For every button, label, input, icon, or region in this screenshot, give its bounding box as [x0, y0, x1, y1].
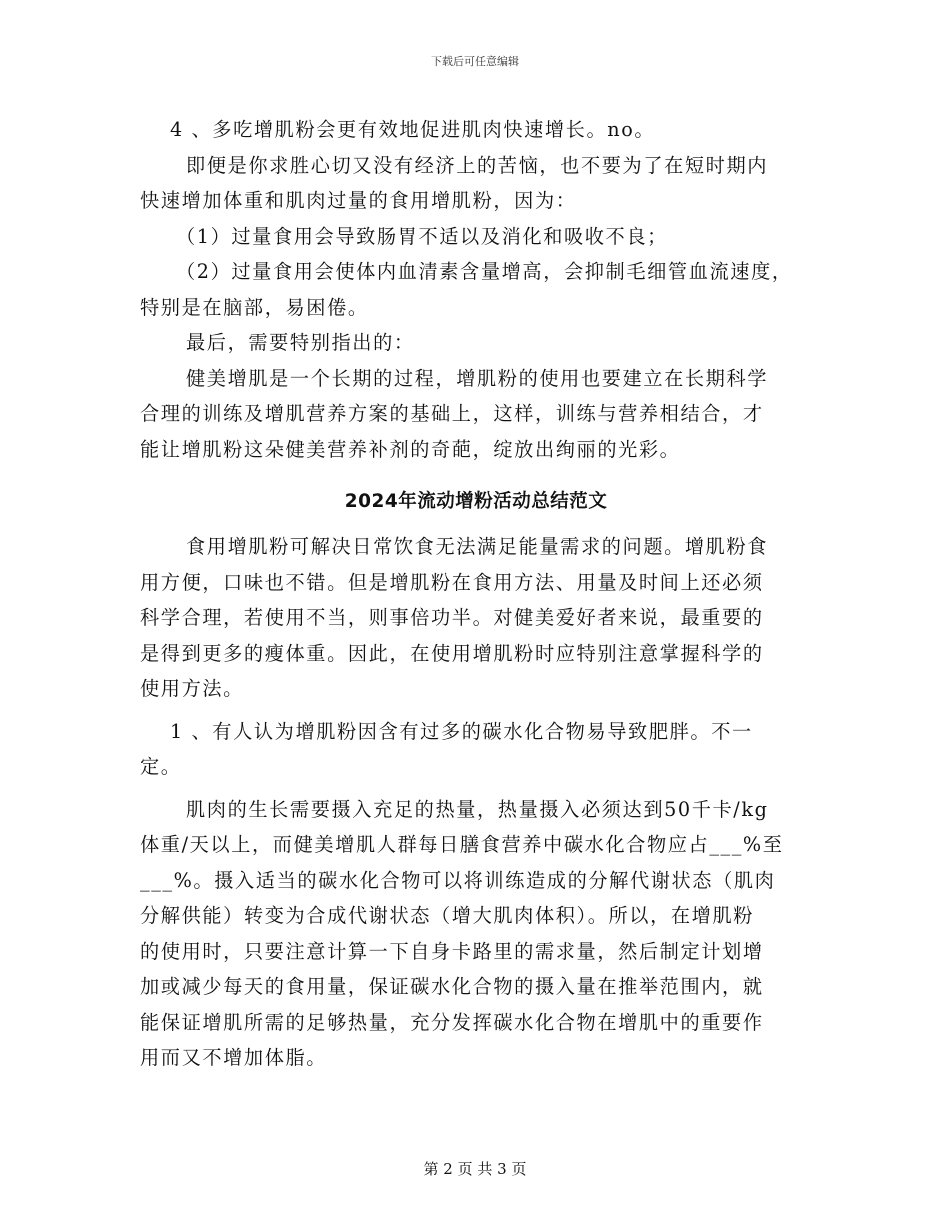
paragraph-line: 最后，需要特别指出的： [186, 331, 415, 354]
paragraph-line: ___%。摄入适当的碳水化合物可以将训练造成的分解代谢状态（肌肉 [140, 868, 776, 892]
paragraph-line: （2）过量食用会使体内血清素含量增高，会抑制毛细管血流速度， [176, 260, 793, 283]
paragraph-line: 合理的训练及增肌营养方案的基础上，这样，训练与营养相结合，才 [140, 402, 764, 425]
paragraph-line: 使用方法。 [140, 677, 244, 700]
paragraph-line: 1 、有人认为增肌粉因含有过多的碳水化合物易导致肥胖。不一 [170, 719, 753, 743]
paragraph-line: 4 、多吃增肌粉会更有效地促进肌肉快速增长。no。 [170, 118, 656, 141]
paragraph-line: 能让增肌粉这朵健美营养补剂的奇葩，绽放出绚丽的光彩。 [140, 437, 681, 461]
paragraph-line: 用而又不增加体脂。 [140, 1046, 328, 1069]
paragraph-line: （1）过量食用会导致肠胃不适以及消化和吸收不良； [176, 224, 668, 248]
paragraph-line: 的使用时，只要注意计算一下自身卡路里的需求量，然后制定计划增 [140, 939, 764, 963]
document-body [140, 112, 812, 1076]
paragraph-line: 快速增加体重和肌肉过量的食用增肌粉，因为： [140, 189, 577, 212]
paragraph-line: 特别是在脑部，易困倦。 [140, 295, 369, 319]
paragraph-line: 体重/天以上，而健美增肌人群每日膳食营养中碳水化合物应占___%至 [140, 833, 784, 856]
paragraph-line: 科学合理，若使用不当，则事倍功半。对健美爱好者来说，最重要的 [140, 606, 764, 629]
paragraph-line: 能保证增肌所需的足够热量，充分发挥碳水化合物在增肌中的重要作 [140, 1010, 764, 1034]
paragraph-line: 健美增肌是一个长期的过程，增肌粉的使用也要建立在长期科学 [186, 366, 769, 390]
paragraph-line: 即便是你求胜心切又没有经济上的苦恼，也不要为了在短时期内 [186, 153, 769, 177]
paragraph-line: 加或减少每天的食用量，保证碳水化合物的摄入量在推举范围内，就 [140, 975, 764, 998]
page-number: 第 2 页 共 3 页 [423, 1160, 527, 1178]
paragraph-line: 食用增肌粉可解决日常饮食无法满足能量需求的问题。增肌粉食 [186, 535, 769, 558]
paragraph-line: 肌肉的生长需要摄入充足的热量，热量摄入必须达到50千卡/kg [186, 797, 769, 821]
paragraph-line: 定。 [140, 755, 182, 778]
article-title: 2024年流动增粉活动总结范文 [344, 491, 608, 512]
paragraph-line: 分解供能）转变为合成代谢状态（增大肌肉体积）。所以，在增肌粉 [140, 904, 755, 927]
header-note: 下载后可任意编辑 [431, 55, 519, 68]
paragraph-line: 用方便，口味也不错。但是增肌粉在食用方法、用量及时间上还必须 [140, 570, 764, 594]
paragraph-line: 是得到更多的瘦体重。因此，在使用增肌粉时应特别注意掌握科学的 [140, 641, 764, 665]
